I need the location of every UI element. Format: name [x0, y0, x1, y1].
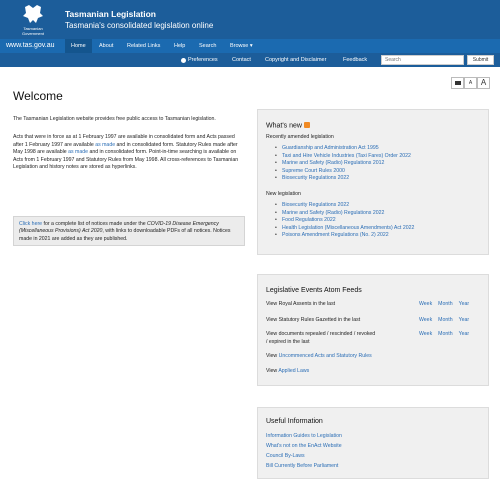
main-nav — [0, 39, 500, 53]
new-legislation-list — [282, 202, 414, 240]
repealed-week-link[interactable]: Week — [419, 331, 433, 337]
useful-information-title: Useful Information — [266, 418, 323, 425]
list-item: • Food Regulations 2022 — [282, 217, 414, 225]
royal-assents-row: View Royal Assents in the last Week Month Year — [266, 301, 470, 307]
repealed-year-link[interactable]: Year — [458, 331, 470, 337]
site-title: Tasmanian Legislation — [65, 9, 157, 19]
applied-laws-row: View Applied Laws — [266, 368, 310, 374]
list-item: • Poisons Amendment Regulations (No. 2) 2022 — [282, 232, 414, 240]
nav-about[interactable]: About — [99, 43, 114, 49]
covid-notice-box: Click here for a complete list of notices made under the COVID-19 Disease Emergency (Miscellaneous Provisions) Act 2020, with links to downloadable PDFs of all notices. Notices made in 2021 are added as they are published. — [13, 216, 245, 246]
search-input[interactable] — [381, 55, 464, 65]
submit-button[interactable]: Submit — [467, 55, 494, 65]
list-item: • Taxi and Hire Vehicle Industries (Taxi Fares) Order 2022 — [282, 153, 411, 161]
repealed-month-link[interactable]: Month — [438, 331, 453, 337]
statutory-rules-month-link[interactable]: Month — [438, 317, 453, 323]
text-size-small-button[interactable]: A — [464, 77, 477, 89]
print-button[interactable] — [451, 77, 464, 89]
recently-amended-list — [282, 145, 411, 183]
new-legislation-label: New legislation — [266, 191, 301, 197]
statutory-rules-year-link[interactable]: Year — [458, 317, 470, 323]
logo-text: Tasmanian Government — [21, 26, 44, 36]
gear-icon — [181, 58, 186, 63]
applied-laws-link[interactable]: Applied Laws — [278, 368, 310, 374]
feedback-link[interactable]: Feedback — [343, 57, 368, 63]
nav-related-links[interactable]: Related Links — [127, 43, 161, 49]
useful-information-list — [266, 431, 342, 471]
nav-brand-link[interactable]: www.tas.gov.au — [6, 42, 55, 49]
useful-information-panel — [257, 407, 489, 479]
covid-notices-link[interactable]: Click here — [19, 221, 43, 227]
list-item: Bill Currently Before Parliament — [266, 463, 339, 469]
page-title: Welcome — [13, 89, 63, 103]
repealed-documents-row: View documents repealed / rescinded / revoked / expired in the last Week Month Year — [266, 331, 470, 345]
as-made-link-rules[interactable]: as made — [68, 149, 88, 155]
whats-new-panel — [257, 109, 489, 255]
list-item: Information Guides to Legislation — [266, 433, 342, 439]
site-header — [0, 0, 500, 39]
copyright-link[interactable]: Copyright and Disclaimer — [265, 57, 327, 63]
nav-home[interactable]: Home — [65, 39, 92, 53]
statutory-rules-row: View Statutory Rules Gazetted in the last Week Month Year — [266, 317, 470, 323]
coverage-text: Acts that were in force as at 1 February 1997 are available in consolidated form and Acts passed after 1 February 1997 are available as made and in consolidated form. Statutory Rules made after May 1998 are available as made and in consolidated form. Point-in-time searching is available on Acts from 1 February 1997 and Statutory Rules from May 1998. All cross-references to Tasmanian Legislation and history notes are stored as hyperlinks. — [13, 134, 239, 170]
list-item: • Biosecurity Regulations 2022 — [282, 202, 414, 210]
list-item: • Supreme Court Rules 2000 — [282, 168, 411, 176]
royal-assents-week-link[interactable]: Week — [419, 301, 433, 307]
page-tools — [451, 77, 490, 89]
list-item: • Marine and Safety (Radio) Regulations 2012 — [282, 160, 411, 168]
rss-icon[interactable] — [304, 122, 310, 128]
list-item: • Health Legislation (Miscellaneous Amendments) Act 2022 — [282, 225, 414, 233]
uncommenced-row: View Uncommenced Acts and Statutory Rules — [266, 353, 372, 359]
statutory-rules-week-link[interactable]: Week — [419, 317, 433, 323]
as-made-link-acts[interactable]: as made — [95, 141, 116, 148]
royal-assents-year-link[interactable]: Year — [458, 301, 470, 307]
royal-assents-month-link[interactable]: Month — [438, 301, 453, 307]
list-item: • Guardianship and Administration Act 1995 — [282, 145, 411, 153]
intro-text: The Tasmanian Legislation website provides free public access to Tasmanian legislation. — [13, 116, 216, 122]
list-item: • Biosecurity Regulations 2022 — [282, 175, 411, 183]
events-feeds-title: Legislative Events Atom Feeds — [266, 287, 362, 294]
uncommenced-link[interactable]: Uncommenced Acts and Statutory Rules — [278, 353, 372, 359]
nav-search[interactable]: Search — [199, 43, 217, 49]
site-subtitle: Tasmania's consolidated legislation online — [65, 21, 214, 30]
whats-new-title: What's new — [266, 122, 310, 130]
text-size-large-button[interactable]: A — [477, 77, 490, 89]
events-feeds-panel — [257, 274, 489, 386]
recently-amended-label: Recently amended legislation — [266, 134, 334, 140]
preferences-link[interactable]: Preferences — [188, 57, 218, 63]
nav-browse-dropdown[interactable]: Browse ▾ — [230, 43, 253, 49]
printer-icon — [455, 81, 461, 85]
nav-help[interactable]: Help — [174, 43, 186, 49]
list-item: What's not on the EnAct Website — [266, 443, 342, 449]
contact-link[interactable]: Contact — [232, 57, 251, 63]
list-item: • Marine and Safety (Radio) Regulations 2022 — [282, 210, 414, 218]
list-item: Council By-Laws — [266, 453, 305, 459]
